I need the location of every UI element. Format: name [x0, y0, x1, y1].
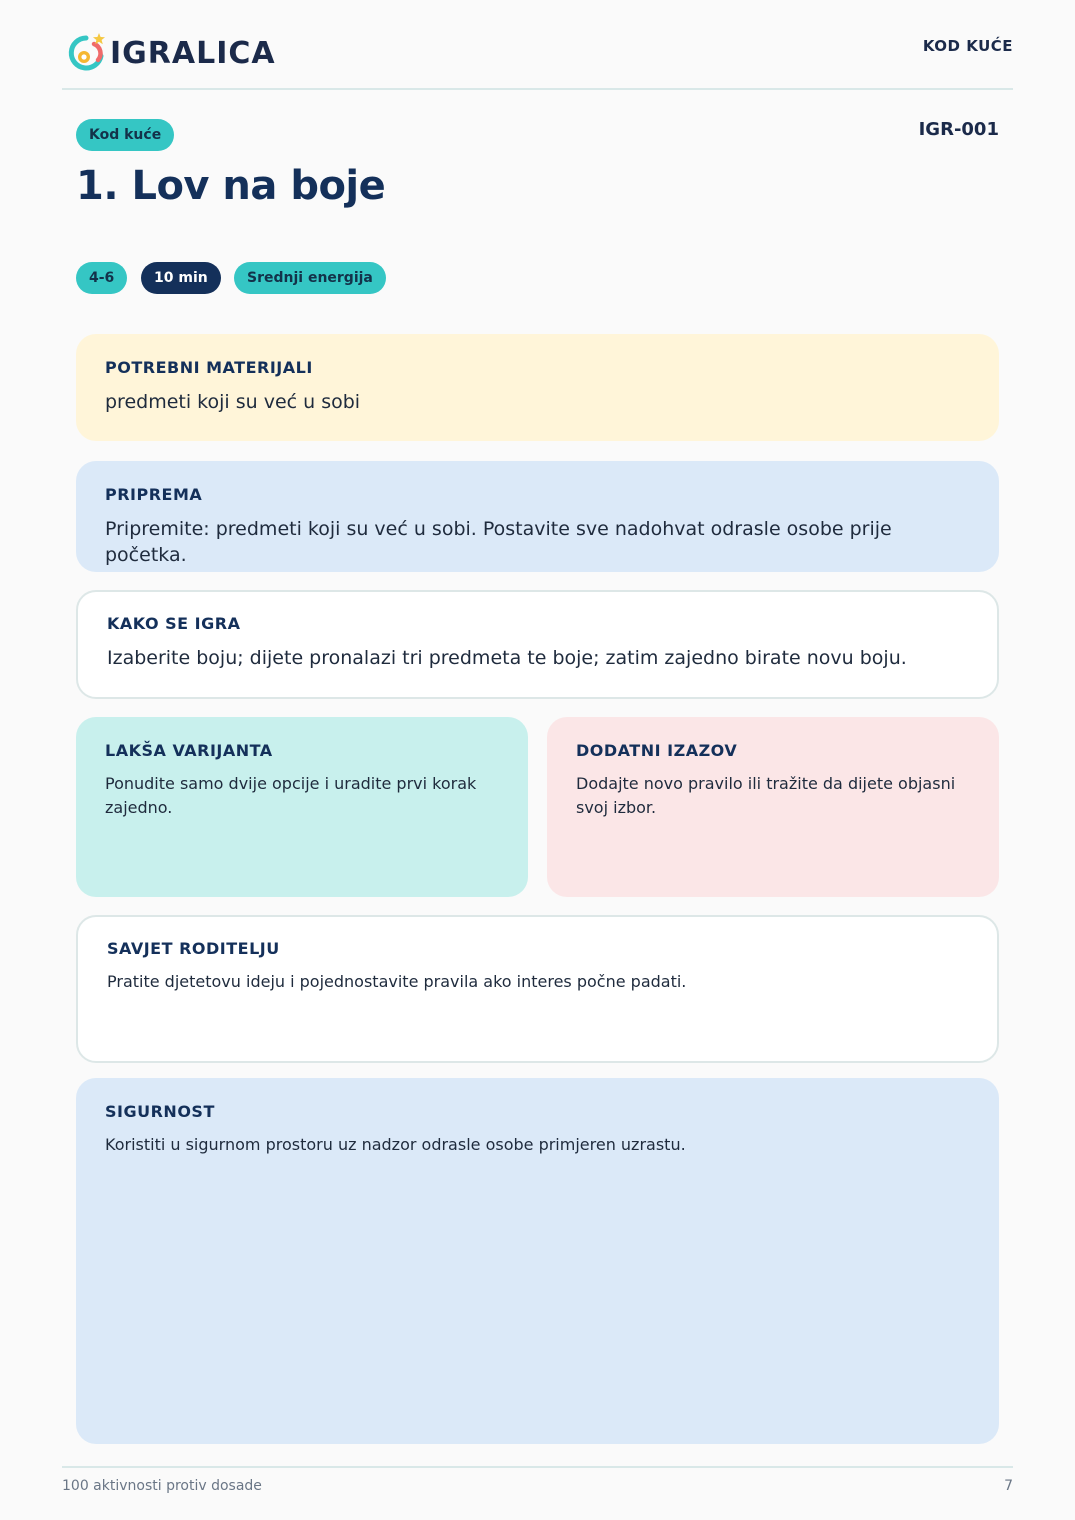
brand-name: IGRALICA [110, 35, 276, 71]
age-tag: 4-6 [76, 262, 127, 294]
tip-text: Pratite djetetovu ideju i pojednostavite pravila ako interes počne padati. [107, 972, 687, 991]
safety-card [76, 1078, 999, 1444]
duration-tag: 10 min [141, 262, 221, 294]
page-footer [62, 1466, 1013, 1506]
challenge-text: Dodajte novo pravilo ili tražite da dijete objasni svoj izbor. [576, 774, 956, 817]
safety-heading: SIGURNOST [105, 1102, 215, 1121]
challenge-heading: DODATNI IZAZOV [576, 741, 738, 760]
how-heading: KAKO SE IGRA [107, 614, 241, 633]
materials-heading: POTREBNI MATERIJALI [105, 358, 313, 377]
page-header [62, 28, 1013, 90]
how-text: Izaberite boju; dijete pronalazi tri predmeta te boje; zatim zajedno birate novu boju. [107, 647, 907, 669]
prep-text: Pripremite: predmeti koji su već u sobi. Postavite sve nadohvat odrasle osobe prije početka. [105, 518, 892, 566]
activity-code: IGR-001 [918, 119, 999, 140]
energy-tag: Srednji energija [234, 262, 386, 294]
safety-text: Koristiti u sigurnom prostoru uz nadzor odrasle osobe primjeren uzrastu. [105, 1135, 686, 1154]
prep-card [76, 461, 999, 572]
challenge-card [547, 717, 999, 897]
category-badge: Kod kuće [76, 119, 174, 151]
tip-heading: SAVJET RODITELJU [107, 939, 280, 958]
how-to-play-card [76, 590, 999, 699]
section-label: KOD KUĆE [922, 37, 1013, 55]
materials-card [76, 334, 999, 441]
easier-variant-card [76, 717, 528, 897]
prep-heading: PRIPREMA [105, 485, 203, 504]
igralica-logo-icon [64, 30, 110, 76]
page-number: 7 [1004, 1478, 1013, 1494]
parent-tip-card [76, 915, 999, 1063]
brand-logo [64, 30, 276, 76]
materials-text: predmeti koji su već u sobi [105, 391, 361, 413]
easier-text: Ponudite samo dvije opcije i uradite prvi korak zajedno. [105, 774, 477, 817]
activity-title: 1. Lov na boje [76, 163, 386, 209]
footer-book-title: 100 aktivnosti protiv dosade [62, 1478, 262, 1494]
easier-heading: LAKŠA VARIJANTA [105, 741, 273, 760]
